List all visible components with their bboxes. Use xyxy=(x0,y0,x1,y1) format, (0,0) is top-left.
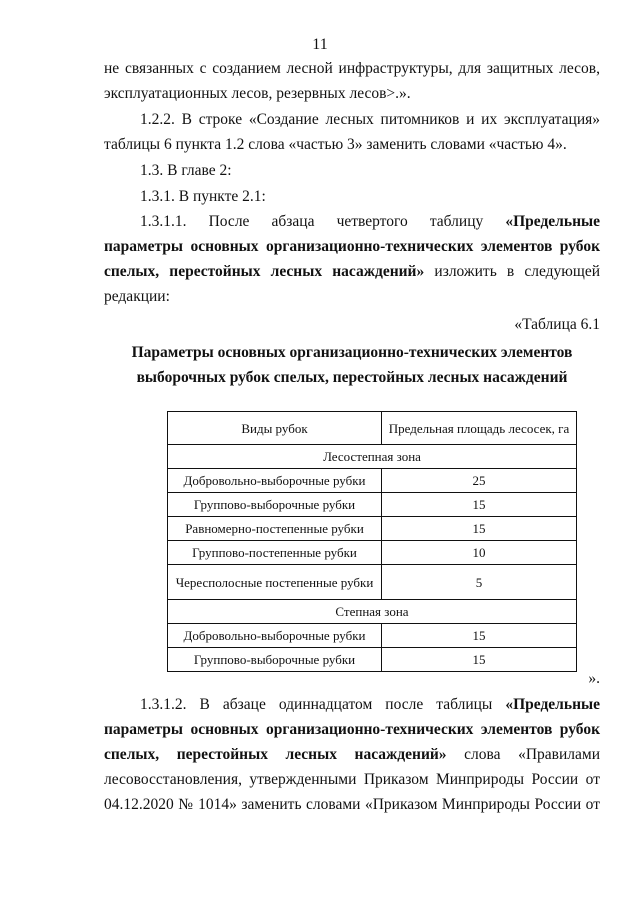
cell-area: 15 xyxy=(382,517,577,541)
paragraph-1-3-1-1 xyxy=(104,209,600,309)
table-title xyxy=(104,340,600,390)
intro-paragraph xyxy=(104,56,600,106)
paragraph-line xyxy=(104,742,600,767)
table-caption: «Таблица 6.1 xyxy=(514,316,600,333)
table-row xyxy=(168,469,577,493)
intro-line: эксплуатационных лесов, резервных лесов>.». xyxy=(104,85,411,102)
paragraph-1-3: 1.3. В главе 2: xyxy=(140,162,232,179)
paragraph-line: редакции: xyxy=(104,288,170,305)
zone-row xyxy=(168,445,577,469)
bold-title-text: параметры основных организационно-технических элементов рубок xyxy=(104,238,600,255)
header-max-area: Предельная площадь лесосек, га xyxy=(382,412,577,445)
paragraph-text: 1.3.1.2. В абзаце одиннадцатом после таблицы xyxy=(140,696,506,713)
closing-quote: ». xyxy=(588,670,600,687)
paragraph-line xyxy=(104,259,600,284)
cell-cutting-type: Группово-выборочные рубки xyxy=(168,493,382,517)
table-title-line: выборочных рубок спелых, перестойных лесных насаждений xyxy=(136,369,568,386)
cell-area: 15 xyxy=(382,624,577,648)
paragraph-1-3-1-2 xyxy=(104,692,600,817)
cell-area: 10 xyxy=(382,541,577,565)
cutting-parameters-table xyxy=(167,411,577,672)
paragraph-line xyxy=(104,209,600,234)
cell-cutting-type: Группово-постепенные рубки xyxy=(168,541,382,565)
paragraph-line: 04.12.2020 № 1014» заменить словами «Приказом Минприроды России от xyxy=(104,796,600,813)
cell-cutting-type: Добровольно-выборочные рубки xyxy=(168,469,382,493)
cell-cutting-type: Добровольно-выборочные рубки xyxy=(168,624,382,648)
header-cutting-type: Виды рубок xyxy=(168,412,382,445)
zone-steppe: Степная зона xyxy=(168,600,577,624)
table-row xyxy=(168,624,577,648)
table-row xyxy=(168,517,577,541)
bold-title-text: «Предельные xyxy=(505,696,600,713)
table-title-line: Параметры основных организационно-технических элементов xyxy=(131,344,573,361)
cell-area: 15 xyxy=(382,648,577,672)
paragraph-text: 1.3.1.1. После абзаца четвертого таблицу xyxy=(140,213,506,230)
cell-area: 5 xyxy=(382,565,577,600)
cell-area: 15 xyxy=(382,493,577,517)
table-row xyxy=(168,648,577,672)
cell-cutting-type: Группово-выборочные рубки xyxy=(168,648,382,672)
paragraph-line xyxy=(104,692,600,717)
paragraph-1-3-1: 1.3.1. В пункте 2.1: xyxy=(140,188,266,205)
paragraph-line xyxy=(104,234,600,259)
paragraph-line: лесовосстановления, утвержденными Приказом Минприроды России от xyxy=(104,771,600,788)
bold-title-text: «Предельные xyxy=(505,213,600,230)
table-row xyxy=(168,541,577,565)
zone-row xyxy=(168,600,577,624)
table-row xyxy=(168,493,577,517)
paragraph-text: слова «Правилами xyxy=(446,746,601,763)
cell-cutting-type: Чересполосные постепенные рубки xyxy=(168,565,382,600)
intro-line: не связанных с созданием лесной инфраструктуры, для защитных лесов, xyxy=(104,60,600,77)
paragraph-line: таблицы 6 пункта 1.2 слова «частью 3» заменить словами «частью 4». xyxy=(104,136,567,153)
bold-title-text: параметры основных организационно-технических элементов рубок xyxy=(104,721,600,738)
paragraph-1-2-2 xyxy=(104,107,600,157)
bold-title-text: спелых, перестойных лесных насаждений» xyxy=(104,746,447,763)
page-number: 11 xyxy=(312,36,328,53)
zone-forest-steppe: Лесостепная зона xyxy=(168,445,577,469)
paragraph-line xyxy=(104,717,600,742)
bold-title-text: спелых, перестойных лесных насаждений» xyxy=(104,263,425,280)
paragraph-text: изложить в следующей xyxy=(424,263,600,280)
table-header-row xyxy=(168,412,577,445)
cell-cutting-type: Равномерно-постепенные рубки xyxy=(168,517,382,541)
cell-area: 25 xyxy=(382,469,577,493)
paragraph-line: 1.2.2. В строке «Создание лесных питомников и их эксплуатация» xyxy=(140,111,600,128)
table-row xyxy=(168,565,577,600)
